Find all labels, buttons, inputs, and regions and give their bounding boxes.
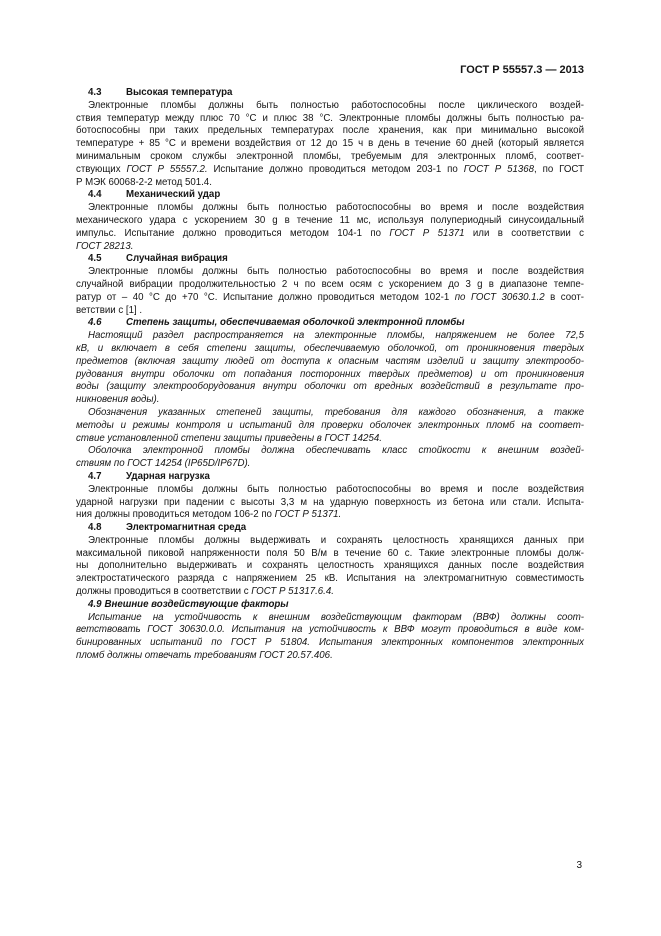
section-heading (76, 471, 584, 484)
text-line: максимальной пиковой напряженности поля 50 В/м в течение 60 с. Такие электронные пломбы долж- (76, 547, 584, 559)
text-line: Оболочка электронной пломбы должна обеспечивать класс стойкости к внешним воздей- (88, 445, 584, 457)
text-line: температуре + 85 °С и времени воздействия от 12 до 15 ч в день в течение 60 дней (который является (76, 138, 584, 150)
text-line: воды (защиту электрооборудования внутри оболочки от вредных воздействий в результате про- (76, 381, 584, 393)
section-number: 4.4 (88, 189, 102, 201)
text-line: Обозначения указанных степеней защиты, требования для каждого обозначения, а также (88, 406, 584, 418)
text-line: предметов (включая защиту людей от доступа к опасным частям изделий и защиту электрообо- (76, 355, 584, 367)
paragraph (76, 202, 584, 253)
section-heading (76, 189, 584, 202)
section-title: Случайная вибрация (126, 253, 228, 265)
section-heading (76, 87, 584, 100)
section-title: Высокая температура (126, 87, 233, 98)
text-line: Испытание на устойчивость к внешним воздействующим факторам (ВВФ) должны соот- (88, 611, 584, 623)
text-line: никновения воды). (76, 394, 160, 406)
text-line: кВ, и включает в себя степени защиты, обеспечиваемую оболочкой, от проникновения твердых (76, 342, 584, 354)
section-heading (76, 522, 584, 535)
paragraph (76, 100, 584, 190)
text-line: механического удара с ускорением 30 g в течение 11 мс, используя полупериодный синусоидальный (76, 214, 584, 226)
section-number: 4.7 (88, 470, 102, 482)
section-4-5 (76, 253, 584, 317)
text-line (76, 509, 584, 522)
text-line: ствиям по ГОСТ 14254 (IP65D/IP67D). (76, 458, 251, 470)
standard-reference: ГОСТ Р 51317.6.4. (251, 586, 334, 598)
text-line: ударной нагрузки при падении с высоты 3,3 м на ударную поверхность из бетона или стали. Испыта- (76, 496, 584, 508)
text-line: Электронные пломбы должны выдерживать и сохранять целостность хранящихся данных при (88, 534, 584, 546)
section-title: Механический удар (126, 189, 221, 201)
paragraph (76, 266, 584, 317)
section-heading (76, 317, 584, 330)
paragraph (76, 445, 584, 471)
section-number: 4.5 (88, 253, 102, 265)
section-number: 4.6 (88, 317, 102, 329)
text-line: ботоспособны при таких предельных температурах после хранения, как при минимально высокой (76, 125, 584, 137)
text-line (76, 292, 584, 305)
text-line (76, 228, 584, 241)
paragraph (76, 484, 584, 522)
paragraph (76, 407, 584, 445)
standard-reference: ГОСТ Р 51368 (463, 163, 535, 175)
text-line: Электронные пломбы должны быть полностью работоспособны во время и после воздействия (88, 202, 584, 214)
text-run: Испытание должно проводиться методом 203-1 по (207, 163, 464, 175)
text-line: случайной вибрации продолжительностью 2 ч по всем осям с ускорением до 3 g в диапазоне темпе- (76, 278, 584, 290)
text-line: ны дополнительно выдерживать и сохранять целостность хранящихся данных после воздействия (76, 560, 584, 572)
text-line: Электронные пломбы должны быть полностью работоспособны после циклического воздей- (88, 99, 584, 111)
section-number: 4.8 (88, 522, 102, 534)
text-line: ствия температур между плюс 70 °С и плюс 38 °С. Электронные пломбы должны быть полностью ра- (76, 112, 584, 124)
section-title: Внешние воздействующие факторы (104, 598, 289, 610)
section-4-6 (76, 317, 584, 471)
text-line: пломб должны отвечать требованиям ГОСТ 20.57.406. (76, 650, 333, 662)
text-run: должны проводиться в соответствии с (76, 586, 252, 598)
text-line: минимальным сроком службы электронной пломбы, требуемым для электронных пломб, соответ- (76, 150, 584, 162)
standard-reference: ГОСТ Р 51371 (389, 227, 465, 239)
standard-reference: ГОСТ 28213. (76, 240, 134, 252)
section-title: Степень защиты, обеспечиваемая оболочкой электронной пломбы (126, 317, 465, 329)
paragraph (76, 535, 584, 599)
text-line (76, 164, 584, 177)
text-line (76, 241, 584, 254)
text-run: , по ГОСТ (534, 163, 584, 175)
text-run: или в соответствии с (464, 227, 585, 239)
section-4-9 (76, 599, 584, 663)
text-line (76, 586, 584, 599)
section-4-7 (76, 471, 584, 522)
section-4-8 (76, 522, 584, 599)
text-run: в соот- (544, 291, 584, 303)
text-line: Электронные пломбы должны быть полностью работоспособны во время и после воздействия (88, 266, 584, 278)
text-line: электростатического разряда с напряжением 25 кВ. Испытания на электромагнитную совместимость (76, 573, 584, 585)
standard-reference: ГОСТ Р 51371. (274, 509, 342, 521)
text-line: ветствии с [1] . (76, 304, 143, 316)
text-run: импульс. Испытание должно проводиться методом 104-1 по (76, 227, 390, 239)
text-line: ветствовать ГОСТ 30630.0.0. Испытания на устойчивость к ВВФ могут проводиться в виде ком- (76, 624, 584, 636)
section-title: Ударная нагрузка (126, 470, 210, 482)
text-line: Электронные пломбы должны быть полностью работоспособны во время и после воздействия (88, 483, 584, 495)
section-4-3 (76, 87, 584, 189)
paragraph (76, 612, 584, 663)
section-heading (76, 599, 584, 612)
section-title: Электромагнитная среда (126, 522, 247, 534)
standard-reference: по ГОСТ 30630.1.2 (454, 291, 545, 303)
standard-reference: ГОСТ Р 55557.2. (126, 163, 208, 175)
document-id-header: ГОСТ Р 55557.3 — 2013 (460, 64, 584, 76)
paragraph (76, 330, 584, 407)
text-line: Р МЭК 60068-2-2 метод 501.4. (76, 176, 212, 188)
text-line: Настоящий раздел распространяется на электронные пломбы, напряжением не более 72,5 (88, 330, 584, 342)
page-number: 3 (576, 860, 582, 871)
text-line: бинированных испытаний по ГОСТ Р 51804. Испытания электронных компонентов электронных (76, 637, 584, 649)
text-line: ствие установленной степени защиты приведены в ГОСТ 14254. (76, 432, 382, 444)
section-number: 4.9 (88, 598, 102, 610)
text-line: методы и режимы контроля и испытаний для проверки оболочек электронных пломб на соответ- (76, 419, 584, 431)
text-line: рудования внутри оболочки от попадания посторонних твердых предметов) и от проникновения (76, 368, 584, 380)
text-run: ствующих (76, 163, 127, 175)
text-run: ния должны проводиться методом 106-2 по (76, 509, 275, 521)
document-body (76, 87, 584, 663)
text-run: ратур от – 40 °С до +70 °С. Испытание должно проводиться методом 102-1 (76, 291, 455, 303)
section-number: 4.3 (88, 87, 102, 98)
section-4-4 (76, 189, 584, 253)
section-heading (76, 253, 584, 266)
